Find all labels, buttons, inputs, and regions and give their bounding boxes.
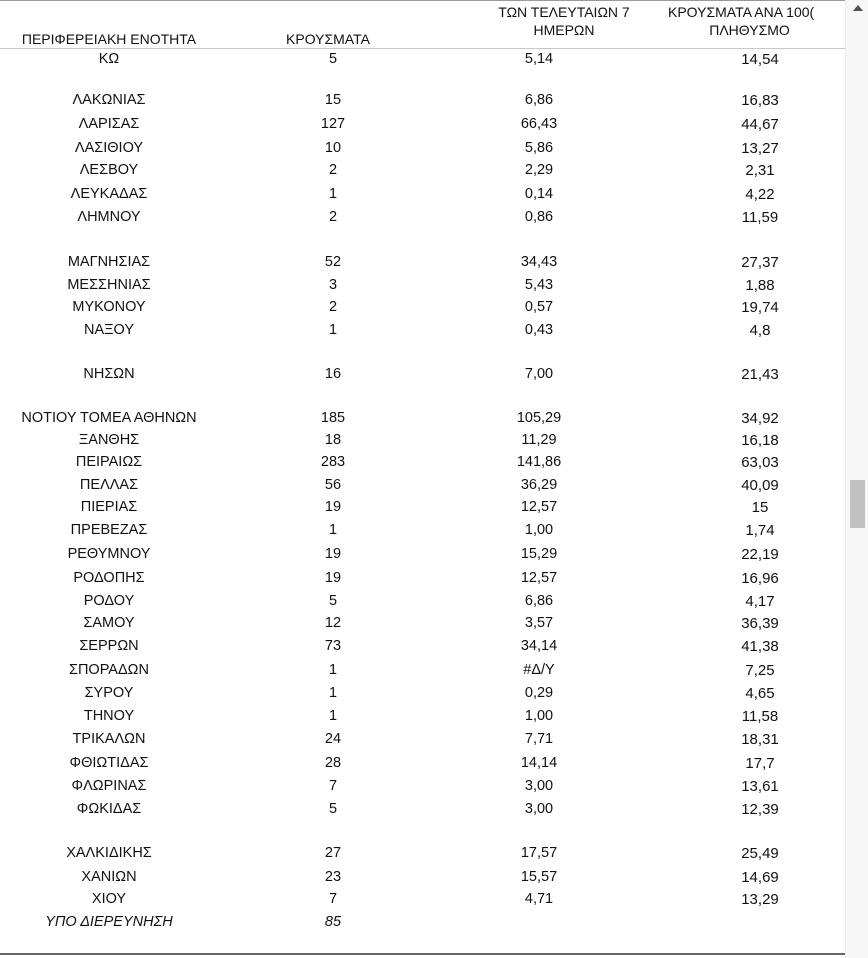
cases-cell: 18 — [324, 432, 342, 448]
cases-per-population-cell: 22,19 — [741, 546, 779, 563]
region-cell: ΠΕΛΛΑΣ — [79, 477, 139, 493]
cases-per-population-cell: 2,31 — [745, 162, 775, 179]
vertical-scrollbar[interactable] — [845, 0, 868, 958]
cases-cell: 1 — [328, 708, 338, 724]
last-7-days-cell: 11,29 — [521, 432, 557, 448]
table-row — [0, 615, 845, 635]
cases-cell: 23 — [324, 869, 342, 885]
header-last-7-days-line2: ΗΜΕΡΩΝ — [533, 22, 595, 38]
cases-cell: 7 — [328, 891, 338, 907]
cases-per-population-cell: 4,8 — [749, 322, 771, 339]
last-7-days-cell: 141,86 — [516, 454, 562, 470]
last-7-days-cell: 17,57 — [520, 845, 558, 861]
last-7-days-cell: 1,00 — [524, 522, 554, 538]
cases-per-population-cell: 40,09 — [741, 477, 779, 494]
region-cell: ΠΙΕΡΙΑΣ — [80, 499, 138, 515]
cases-cell: 52 — [324, 254, 342, 270]
last-7-days-cell: 0,14 — [524, 186, 554, 202]
cases-cell: 2 — [328, 162, 338, 178]
cases-cell: 1 — [328, 522, 338, 538]
cases-cell: 15 — [324, 92, 342, 108]
cases-cell: 24 — [324, 731, 342, 747]
last-7-days-cell: 1,00 — [524, 708, 554, 724]
cases-per-population-cell: 1,88 — [745, 277, 775, 294]
last-7-days-cell: 105,29 — [516, 410, 562, 426]
header-cases-per-line2: ΠΛΗΘΥΣΜΟ — [709, 22, 790, 38]
table-row — [0, 162, 845, 182]
last-7-days-cell: 0,57 — [524, 299, 554, 315]
cases-cell: 1 — [328, 685, 338, 701]
cases-per-population-cell: 4,65 — [745, 685, 775, 702]
table-row — [0, 546, 845, 566]
cases-cell: 28 — [324, 755, 342, 771]
cases-per-population-cell: 34,92 — [741, 410, 779, 427]
chevron-up-icon[interactable] — [852, 3, 864, 13]
cases-cell: 2 — [328, 209, 338, 225]
header-cases: ΚΡΟΥΣΜΑΤΑ — [286, 31, 370, 47]
table-row — [0, 51, 845, 71]
region-cell: ΣΑΜΟΥ — [83, 615, 135, 631]
cases-cell: 85 — [324, 914, 342, 930]
cases-per-population-cell: 16,96 — [741, 570, 779, 587]
last-7-days-cell: 3,00 — [524, 801, 554, 817]
last-7-days-cell: 12,57 — [520, 499, 558, 515]
table-row — [0, 914, 845, 934]
cases-per-population-cell: 44,67 — [741, 116, 779, 133]
table-row — [0, 277, 845, 297]
header-last-7-days — [480, 3, 648, 39]
scrollbar-thumb[interactable] — [850, 480, 865, 528]
cases-cell: 19 — [324, 546, 342, 562]
top-rule — [0, 0, 845, 1]
region-cell: ΥΠΟ ΔΙΕΡΕΥΝΗΣΗ — [45, 914, 173, 930]
cases-per-population-cell: 25,49 — [741, 845, 779, 862]
last-7-days-cell: 4,71 — [524, 891, 554, 907]
cases-cell: 73 — [324, 638, 342, 654]
table-row — [0, 801, 845, 821]
table-row — [0, 593, 845, 613]
cases-cell: 1 — [328, 322, 338, 338]
table-row — [0, 755, 845, 775]
last-7-days-cell: 34,43 — [520, 254, 558, 270]
table-row — [0, 778, 845, 798]
last-7-days-cell: 3,00 — [524, 778, 554, 794]
header-cases-per-line1: ΚΡΟΥΣΜΑΤΑ ΑΝΑ 100( — [668, 4, 815, 20]
cases-cell: 10 — [324, 140, 342, 156]
table-row — [0, 477, 845, 497]
region-cell: ΡΟΔΟΥ — [83, 593, 135, 609]
last-7-days-cell: 0,29 — [524, 685, 554, 701]
region-cell: ΛΕΥΚΑΔΑΣ — [70, 186, 148, 202]
cases-per-population-cell: 7,25 — [745, 662, 775, 679]
table-row — [0, 186, 845, 206]
cases-cell: 127 — [320, 116, 346, 132]
table-row — [0, 662, 845, 682]
cases-per-population-cell: 13,61 — [741, 778, 779, 795]
region-cell: ΞΑΝΘΗΣ — [78, 432, 140, 448]
table-row — [0, 891, 845, 911]
table-row — [0, 570, 845, 590]
table-row — [0, 410, 845, 430]
region-cell: ΦΩΚΙΔΑΣ — [76, 801, 142, 817]
region-cell: ΛΕΣΒΟΥ — [79, 162, 139, 178]
last-7-days-cell: 5,86 — [524, 140, 554, 156]
cases-per-population-cell: 13,29 — [741, 891, 779, 908]
last-7-days-cell: 15,29 — [520, 546, 558, 562]
last-7-days-cell: 6,86 — [524, 593, 554, 609]
region-cell: ΧΑΝΙΩΝ — [81, 869, 137, 885]
last-7-days-cell: 3,57 — [524, 615, 554, 631]
cases-per-population-cell: 4,17 — [745, 593, 775, 610]
cases-cell: 185 — [320, 410, 346, 426]
table-row — [0, 499, 845, 519]
cases-per-population-cell: 14,54 — [741, 51, 779, 68]
cases-per-population-cell: 15 — [751, 499, 769, 516]
table-row — [0, 116, 845, 136]
header-rule — [0, 48, 845, 49]
region-cell: ΚΩ — [98, 51, 120, 67]
cases-cell: 1 — [328, 662, 338, 678]
region-cell: ΛΑΣΙΘΙΟΥ — [74, 140, 144, 156]
region-cell: ΡΟΔΟΠΗΣ — [73, 570, 145, 586]
cases-per-population-cell: 41,38 — [741, 638, 779, 655]
region-cell: ΜΑΓΝΗΣΙΑΣ — [67, 254, 151, 270]
last-7-days-cell: 7,00 — [524, 366, 554, 382]
table-row — [0, 522, 845, 542]
region-cell: ΠΕΙΡΑΙΩΣ — [75, 454, 143, 470]
last-7-days-cell: 36,29 — [520, 477, 558, 493]
cases-cell: 1 — [328, 186, 338, 202]
last-7-days-cell: 0,86 — [524, 209, 554, 225]
cases-cell: 16 — [324, 366, 342, 382]
cases-cell: 2 — [328, 299, 338, 315]
cases-cell: 19 — [324, 570, 342, 586]
last-7-days-cell: 5,43 — [524, 277, 554, 293]
cases-per-population-cell: 19,74 — [741, 299, 779, 316]
header-last-7-days-line1: ΤΩΝ ΤΕΛΕΥΤΑΙΩΝ 7 — [498, 4, 630, 20]
table-row — [0, 869, 845, 889]
cases-per-population-cell: 11,58 — [741, 708, 779, 725]
region-cell: ΛΑΡΙΣΑΣ — [78, 116, 140, 132]
region-cell: ΜΥΚΟΝΟΥ — [72, 299, 146, 315]
table-row — [0, 92, 845, 112]
last-7-days-cell: 0,43 — [524, 322, 554, 338]
cases-cell: 12 — [324, 615, 342, 631]
bottom-rule — [0, 953, 845, 955]
table-row — [0, 254, 845, 274]
table-row — [0, 638, 845, 658]
last-7-days-cell: #Δ/Υ — [523, 662, 555, 678]
table-row — [0, 209, 845, 229]
last-7-days-cell: 12,57 — [520, 570, 558, 586]
cases-per-population-cell: 63,03 — [741, 454, 779, 471]
cases-cell: 5 — [328, 51, 338, 67]
region-cell: ΝΗΣΩΝ — [83, 366, 135, 382]
table-row — [0, 366, 845, 386]
cases-per-population-cell: 1,74 — [745, 522, 775, 539]
table-row — [0, 432, 845, 452]
table-row — [0, 685, 845, 705]
last-7-days-cell: 2,29 — [524, 162, 554, 178]
cases-per-population-cell: 17,7 — [745, 755, 775, 772]
cases-cell: 56 — [324, 477, 342, 493]
cases-cell: 19 — [324, 499, 342, 515]
cases-per-population-cell: 12,39 — [741, 801, 779, 818]
region-cell: ΝΟΤΙΟΥ ΤΟΜΕΑ ΑΘΗΝΩΝ — [21, 410, 197, 426]
region-cell: ΧΑΛΚΙΔΙΚΗΣ — [66, 845, 152, 861]
cases-per-population-cell: 16,83 — [741, 92, 779, 109]
region-cell: ΛΗΜΝΟΥ — [77, 209, 141, 225]
region-cell: ΜΕΣΣΗΝΙΑΣ — [67, 277, 151, 293]
last-7-days-cell: 15,57 — [520, 869, 558, 885]
region-cell: ΣΠΟΡΑΔΩΝ — [69, 662, 149, 678]
region-cell: ΡΕΘΥΜΝΟΥ — [67, 546, 151, 562]
cases-per-population-cell: 21,43 — [741, 366, 779, 383]
cases-per-population-cell: 18,31 — [741, 731, 779, 748]
region-cell: ΦΛΩΡΙΝΑΣ — [71, 778, 147, 794]
cases-per-population-cell: 27,37 — [741, 254, 779, 271]
table-row — [0, 454, 845, 474]
cases-cell: 283 — [320, 454, 346, 470]
region-cell: ΠΡΕΒΕΖΑΣ — [70, 522, 148, 538]
cases-per-population-cell: 14,69 — [741, 869, 779, 886]
last-7-days-cell: 6,86 — [524, 92, 554, 108]
last-7-days-cell: 66,43 — [520, 116, 558, 132]
region-cell: ΤΡΙΚΑΛΩΝ — [72, 731, 146, 747]
last-7-days-cell: 14,14 — [520, 755, 558, 771]
region-cell: ΣΕΡΡΩΝ — [79, 638, 139, 654]
cases-per-population-cell: 16,18 — [741, 432, 779, 449]
cases-per-population-cell: 11,59 — [741, 209, 779, 226]
cases-per-population-cell: 4,22 — [745, 186, 775, 203]
last-7-days-cell: 5,14 — [524, 51, 554, 67]
header-cases-per-population — [668, 3, 845, 39]
cases-cell: 7 — [328, 778, 338, 794]
last-7-days-cell: 34,14 — [520, 638, 558, 654]
cases-per-population-cell: 13,27 — [741, 140, 779, 157]
table-row — [0, 299, 845, 319]
cases-cell: 5 — [328, 801, 338, 817]
table-row — [0, 731, 845, 751]
region-cell: ΣΥΡΟΥ — [84, 685, 134, 701]
header-region: ΠΕΡΙΦΕΡΕΙΑΚΗ ΕΝΟΤΗΤΑ — [21, 31, 197, 47]
region-cell: ΤΗΝΟΥ — [83, 708, 135, 724]
region-cell: ΛΑΚΩΝΙΑΣ — [72, 92, 146, 108]
table-row — [0, 140, 845, 160]
cases-cell: 27 — [324, 845, 342, 861]
table-row — [0, 845, 845, 865]
cases-cell: 5 — [328, 593, 338, 609]
region-cell: ΧΙΟΥ — [91, 891, 127, 907]
last-7-days-cell: 7,71 — [524, 731, 554, 747]
cases-cell: 3 — [328, 277, 338, 293]
region-cell: ΦΘΙΩΤΙΔΑΣ — [69, 755, 149, 771]
table-row — [0, 708, 845, 728]
table-row — [0, 322, 845, 342]
cases-per-population-cell: 36,39 — [741, 615, 779, 632]
region-cell: ΝΑΞΟΥ — [83, 322, 135, 338]
